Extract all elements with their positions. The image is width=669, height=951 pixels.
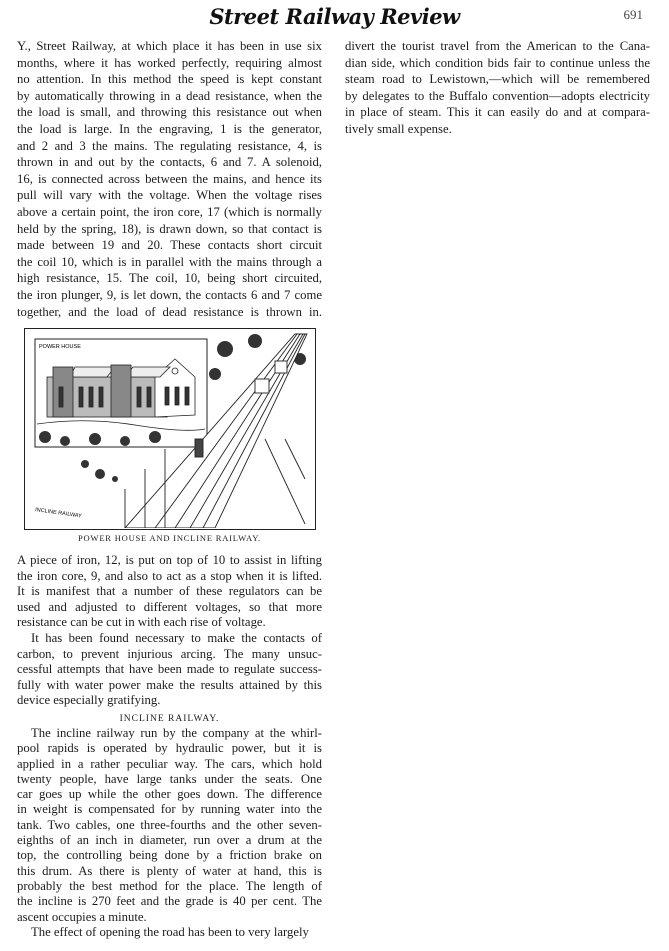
- text-line: in weight is compensated for by running water into the: [17, 802, 322, 817]
- figure-caption: POWER HOUSE AND INCLINE RAILWAY.: [78, 533, 261, 543]
- text-line: ascent occupies a minute.: [17, 909, 147, 924]
- text-line: resistance can be cut in with each rise of voltage.: [17, 615, 266, 630]
- text-line: together, and the load of dead resistance is thrown in.: [17, 304, 322, 319]
- left-column-top-text: [17, 38, 322, 320]
- text-line: carbon, to prevent injurious arcing. The many unsuc-: [17, 646, 322, 661]
- illustration-power-house-incline-railway: [24, 328, 316, 530]
- text-line: used and adjusted to different voltages, so that more: [17, 599, 322, 614]
- text-line: dian side, which condition bids fair to continue unless the: [345, 55, 650, 70]
- text-line: The effect of opening the road has been to very largely: [31, 924, 309, 939]
- power-house-label: POWER HOUSE: [39, 344, 81, 350]
- text-line: A piece of iron, 12, is put on top of 10 to assist in lifting: [17, 553, 322, 567]
- text-line: the load is small, and throwing this resistance out when: [17, 105, 322, 120]
- text-line: cessful attempts that have been made to regulate success-: [17, 662, 322, 677]
- text-line: divert the tourist travel from the American to the Cana-: [345, 39, 650, 53]
- paragraph: [17, 38, 322, 320]
- page-number: 691: [623, 7, 643, 22]
- masthead: Street Railway Review: [209, 4, 460, 29]
- text-line: this drum. As there is plenty of water at hand, this is: [17, 863, 322, 878]
- text-line: pool rapids is operated by hydraulic power, but it is: [17, 741, 322, 756]
- text-line: probably the best method for the place. The length of: [17, 878, 322, 893]
- text-line: fully with water power make the results attained by this: [17, 677, 322, 692]
- paragraph: [17, 553, 322, 631]
- middle-paragraphs: [17, 553, 322, 709]
- text-line: held by the spring, 18), is drawn down, so that contact is: [17, 221, 322, 236]
- text-line: the coil 10, which is in parallel with the mains through a: [17, 254, 322, 269]
- text-line: twenty people, have large tanks under the seats. One: [17, 771, 322, 786]
- right-column-text: [345, 38, 650, 138]
- text-line: above a certain point, the iron core, 17 (which is normally: [17, 204, 322, 219]
- text-line: steam road to Lewistown,—which will be remembered: [345, 72, 650, 87]
- paragraph: [17, 631, 322, 709]
- text-line: It has been found necessary to make the contacts of: [31, 630, 322, 645]
- text-line: car goes up while the other goes down. The difference: [17, 787, 322, 802]
- text-line: high resistance, 15. The coil, 10, being short circuited,: [17, 271, 322, 286]
- text-line: device especially gratifying.: [17, 693, 161, 708]
- text-line: by delegates to the Buffalo convention—adopts electricity: [345, 88, 650, 103]
- text-line: Y., Street Railway, at which place it has been in use six: [17, 39, 322, 53]
- text-line: and 2 and 3 the mains. The regulating resistance, 4, is: [17, 138, 322, 153]
- text-line: by automatically throwing in a dead resistance, when the: [17, 88, 322, 103]
- paragraph: [17, 925, 322, 940]
- paragraph: [345, 38, 650, 138]
- text-line: 16, is connected across between the mains, and hence its: [17, 171, 322, 186]
- text-line: no attention. In this method the speed is kept constant: [17, 72, 322, 87]
- left-column-bottom-text: [17, 726, 322, 940]
- text-line: the incline is 270 feet and the grade is 40 per cent. The: [17, 894, 322, 909]
- text-line: made between 19 and 20. These contacts short circuit: [17, 238, 322, 253]
- text-line: It is manifest that a number of these regulators can be: [17, 584, 322, 599]
- text-line: The incline railway run by the company at the whirl-: [31, 726, 322, 740]
- text-line: thrown in and out by the contacts, 6 and 7. A solenoid,: [17, 155, 322, 170]
- incline-railway-label: INCLINE RAILWAY: [34, 507, 83, 520]
- left-column-middle-text: [17, 553, 322, 730]
- paragraph: [17, 726, 322, 925]
- text-line: tank. Two cables, one three-fourths and the other seven-: [17, 817, 322, 832]
- text-line: the load is large. In the engraving, 1 is the generator,: [17, 121, 322, 136]
- text-line: the iron core, 9, and also to act as a stop when it is lifted.: [17, 568, 322, 583]
- text-line: tively small expense.: [345, 121, 452, 136]
- section-heading-incline-railway: INCLINE RAILWAY.: [119, 713, 220, 724]
- text-line: eighths of an inch in diameter, run over a drum at the: [17, 833, 322, 848]
- engraving-drawing: [25, 329, 314, 528]
- text-line: in place of steam. This it can easily do and at compara-: [345, 105, 650, 120]
- text-line: pull will vary with the voltage. When the voltage rises: [17, 188, 322, 203]
- text-line: applied in a rather peculiar way. The cars, which hold: [17, 756, 322, 771]
- text-line: the iron plunger, 9, is let down, the contacts 6 and 7 come: [17, 287, 322, 302]
- text-line: top, the controlling being done by a friction brake on: [17, 848, 322, 863]
- text-line: months, where it has worked perfectly, requiring almost: [17, 55, 322, 70]
